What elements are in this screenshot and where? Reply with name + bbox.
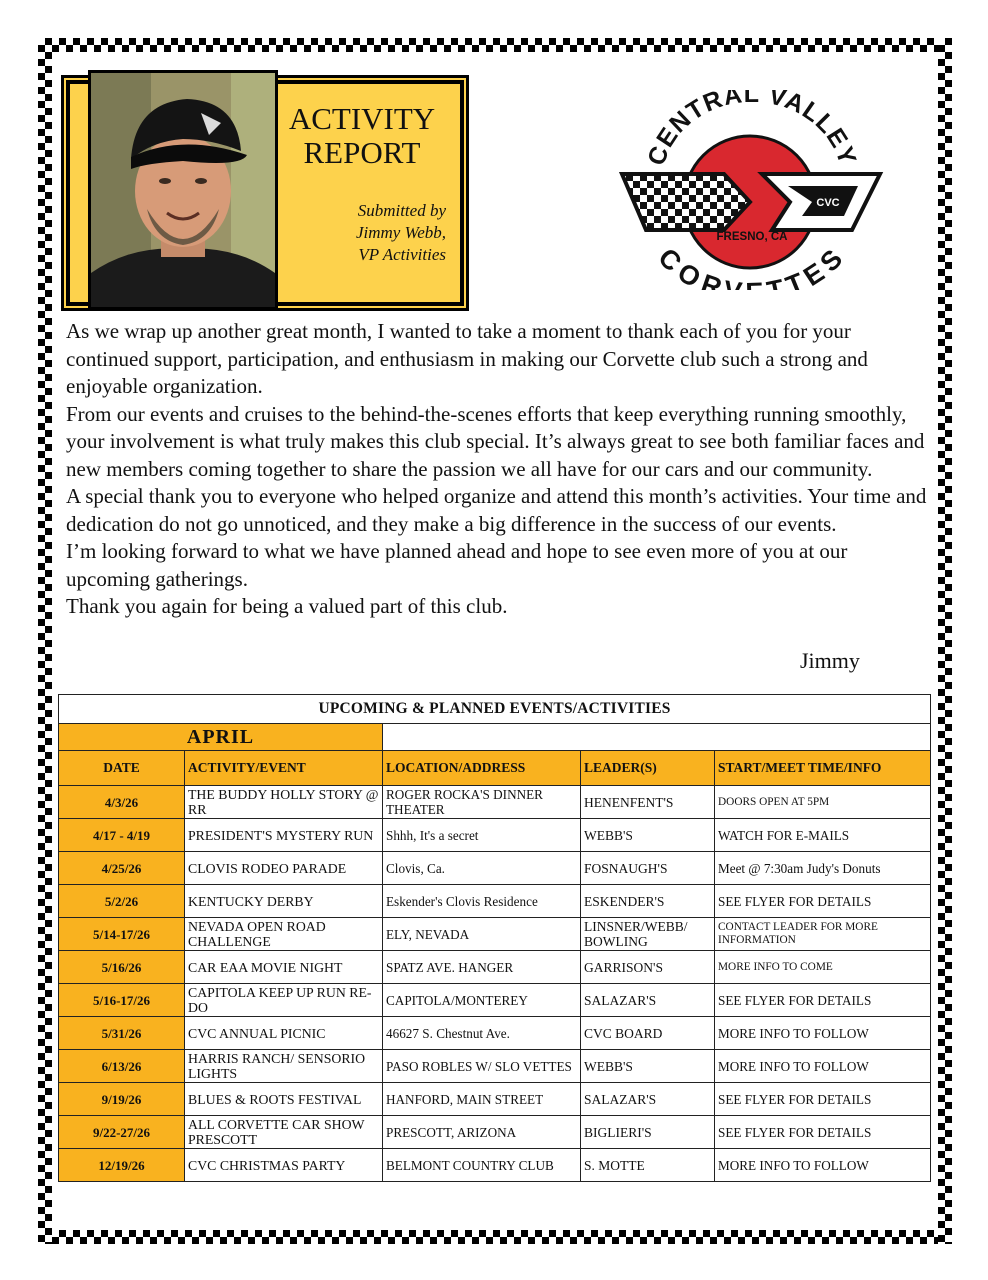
event-activity: CAPITOLA KEEP UP RUN RE-DO <box>185 984 383 1017</box>
event-activity: ALL CORVETTE CAR SHOW PRESCOTT <box>185 1116 383 1149</box>
table-row <box>59 819 931 852</box>
table-header-row <box>59 751 931 786</box>
logo-location-text: FRESNO, CA <box>716 231 788 243</box>
event-leader: CVC BOARD <box>581 1017 715 1050</box>
event-activity: THE BUDDY HOLLY STORY @ RR <box>185 786 383 819</box>
event-location: ROGER ROCKA'S DINNER THEATER <box>383 786 581 819</box>
event-activity: PRESIDENT'S MYSTERY RUN <box>185 819 383 852</box>
event-leader: FOSNAUGH'S <box>581 852 715 885</box>
event-activity: CLOVIS RODEO PARADE <box>185 852 383 885</box>
table-row <box>59 786 931 819</box>
checkered-border-left <box>38 38 52 1244</box>
event-leader: ESKENDER'S <box>581 885 715 918</box>
event-leader: HENENFENT'S <box>581 786 715 819</box>
event-location: PASO ROBLES W/ SLO VETTES <box>383 1050 581 1083</box>
report-body <box>66 318 934 621</box>
event-date: 5/2/26 <box>59 885 185 918</box>
event-location: HANFORD, MAIN STREET <box>383 1083 581 1116</box>
event-info: SEE FLYER FOR DETAILS <box>715 1083 931 1116</box>
event-date: 12/19/26 <box>59 1149 185 1182</box>
event-leader: WEBB'S <box>581 819 715 852</box>
event-activity: BLUES & ROOTS FESTIVAL <box>185 1083 383 1116</box>
month-blank <box>383 724 931 751</box>
event-info: SEE FLYER FOR DETAILS <box>715 885 931 918</box>
byline-line1: Submitted by <box>357 201 446 220</box>
table-row <box>59 1017 931 1050</box>
event-date: 5/31/26 <box>59 1017 185 1050</box>
logo-top-arc-text: CENTRAL VALLEY <box>642 90 862 169</box>
event-info: SEE FLYER FOR DETAILS <box>715 1116 931 1149</box>
event-activity: CAR EAA MOVIE NIGHT <box>185 951 383 984</box>
page-title-line1: ACTIVITY <box>288 101 436 136</box>
event-date: 4/17 - 4/19 <box>59 819 185 852</box>
event-info: WATCH FOR E-MAILS <box>715 819 931 852</box>
event-location: Eskender's Clovis Residence <box>383 885 581 918</box>
event-date: 5/16/26 <box>59 951 185 984</box>
events-table <box>58 694 931 1182</box>
paragraph: From our events and cruises to the behind-the-scenes efforts that keep everything running smoothly, your involvement is what truly makes this club special. It’s always great to see both familiar faces and new members coming together to share the passion we all have for our cars and our community. <box>66 401 925 481</box>
paragraph: A special thank you to everyone who helped organize and attend this month’s activities. Your time and dedication do not go unnoticed, and they make a big difference in the success of our events. <box>66 484 927 536</box>
event-activity: NEVADA OPEN ROAD CHALLENGE <box>185 918 383 951</box>
column-header-location: LOCATION/ADDRESS <box>383 751 581 786</box>
event-leader: SALAZAR'S <box>581 1083 715 1116</box>
event-date: 4/25/26 <box>59 852 185 885</box>
table-row <box>59 1083 931 1116</box>
table-row <box>59 951 931 984</box>
event-info: SEE FLYER FOR DETAILS <box>715 984 931 1017</box>
table-row <box>59 1050 931 1083</box>
author-photo <box>88 70 278 310</box>
checkered-border-bottom <box>38 1230 952 1244</box>
table-row <box>59 918 931 951</box>
paragraph: As we wrap up another great month, I wanted to take a moment to thank each of you for your continued support, participation, and enthusiasm in making our Corvette club such a strong and enjoyable organization. <box>66 319 868 398</box>
table-row <box>59 984 931 1017</box>
event-location: Clovis, Ca. <box>383 852 581 885</box>
event-info: MORE INFO TO FOLLOW <box>715 1149 931 1182</box>
event-date: 5/16-17/26 <box>59 984 185 1017</box>
event-info: Meet @ 7:30am Judy's Donuts <box>715 852 931 885</box>
event-leader: WEBB'S <box>581 1050 715 1083</box>
column-header-info: START/MEET TIME/INFO <box>715 751 931 786</box>
byline <box>300 200 446 266</box>
event-info: DOORS OPEN AT 5PM <box>715 786 931 819</box>
event-activity: HARRIS RANCH/ SENSORIO LIGHTS <box>185 1050 383 1083</box>
table-row <box>59 1149 931 1182</box>
event-activity: CVC ANNUAL PICNIC <box>185 1017 383 1050</box>
logo-emblem-text: CVC <box>816 197 840 209</box>
table-row <box>59 885 931 918</box>
club-logo <box>612 90 890 290</box>
event-location: SPATZ AVE. HANGER <box>383 951 581 984</box>
event-leader: LINSNER/WEBB/ BOWLING <box>581 918 715 951</box>
paragraph: Thank you again for being a valued part of this club. <box>66 594 508 618</box>
event-location: BELMONT COUNTRY CLUB <box>383 1149 581 1182</box>
event-date: 6/13/26 <box>59 1050 185 1083</box>
event-date: 9/22-27/26 <box>59 1116 185 1149</box>
table-row <box>59 1116 931 1149</box>
page-title-line2: REPORT <box>303 135 421 170</box>
column-header-activity: ACTIVITY/EVENT <box>185 751 383 786</box>
events-banner: UPCOMING & PLANNED EVENTS/ACTIVITIES <box>59 695 931 724</box>
month-label: APRIL <box>59 724 383 751</box>
month-row <box>59 724 931 751</box>
event-activity: CVC CHRISTMAS PARTY <box>185 1149 383 1182</box>
logo-bottom-arc-text: COR TTES <box>652 242 850 290</box>
event-location: Shhh, It's a secret <box>383 819 581 852</box>
column-header-date: DATE <box>59 751 185 786</box>
event-info: MORE INFO TO COME <box>715 951 931 984</box>
event-date: 4/3/26 <box>59 786 185 819</box>
event-activity: KENTUCKY DERBY <box>185 885 383 918</box>
signature: Jimmy <box>800 648 860 673</box>
event-location: CAPITOLA/MONTEREY <box>383 984 581 1017</box>
event-leader: GARRISON'S <box>581 951 715 984</box>
event-leader: BIGLIERI'S <box>581 1116 715 1149</box>
table-row <box>59 852 931 885</box>
event-info: CONTACT LEADER FOR MORE INFORMATION <box>715 918 931 951</box>
checkered-border-right <box>938 38 952 1244</box>
event-info: MORE INFO TO FOLLOW <box>715 1050 931 1083</box>
page-title <box>282 102 442 170</box>
event-date: 9/19/26 <box>59 1083 185 1116</box>
byline-line3: VP Activities <box>358 245 446 264</box>
events-banner-row <box>59 695 931 724</box>
checkered-border-top <box>38 38 952 52</box>
event-location: ELY, NEVADA <box>383 918 581 951</box>
event-location: PRESCOTT, ARIZONA <box>383 1116 581 1149</box>
byline-line2: Jimmy Webb, <box>355 223 446 242</box>
event-leader: S. MOTTE <box>581 1149 715 1182</box>
event-date: 5/14-17/26 <box>59 918 185 951</box>
column-header-leader: LEADER(S) <box>581 751 715 786</box>
paragraph: I’m looking forward to what we have planned ahead and hope to see even more of you at our upcoming gatherings. <box>66 539 848 591</box>
event-info: MORE INFO TO FOLLOW <box>715 1017 931 1050</box>
event-leader: SALAZAR'S <box>581 984 715 1017</box>
event-location: 46627 S. Chestnut Ave. <box>383 1017 581 1050</box>
